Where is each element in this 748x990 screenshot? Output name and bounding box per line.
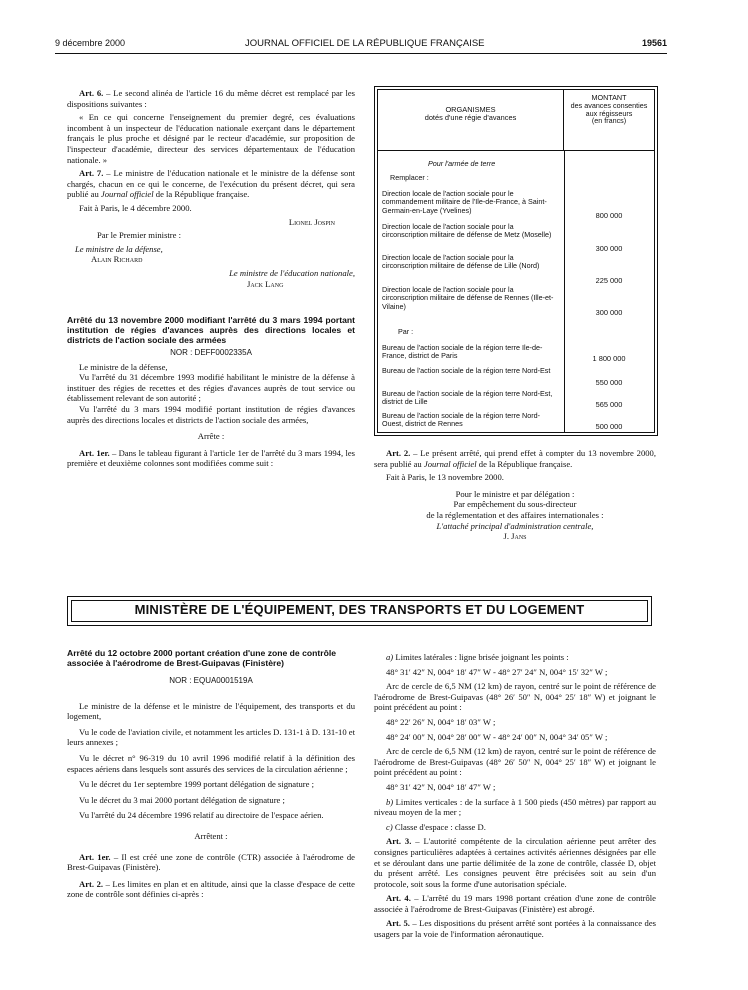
signature-richard: Alain Richard: [91, 254, 143, 265]
visa-decret-1996: Vu le décret n° 96-319 du 10 avril 1996 modifié relatif à la définition des espaces aériens dans lesquels sont assurés des services de la circulation aérienne ;: [67, 752, 355, 774]
table-section-armee: Pour l'armée de terre: [428, 159, 496, 168]
table-row: Bureau de l'action sociale de la région terre Nord-Ouest, district de Rennes: [382, 411, 540, 429]
table-remplacer: Remplacer :: [390, 173, 429, 182]
visa-code: Vu le code de l'aviation civile, et notamment les articles D. 131-1 à D. 131-10 et leurs annexes ;: [67, 726, 355, 748]
art6: Art. 6. – Le second alinéa de l'article 16 du même décret est remplacé par les dispositions suivantes :: [67, 88, 355, 109]
table-amount: 550 000: [595, 378, 623, 387]
coord-1: 48° 31′ 42″ N, 004° 18′ 47″ W - 48° 27′ 24″ N, 004° 15′ 32″ W ;: [386, 666, 608, 677]
arrete-ctr-title: Arrêté du 12 octobre 2000 portant création d'une zone de contrôle associée à l'aérodrome de Brest-Guipavas (Finistère): [67, 648, 336, 668]
arrete-title: Arrêté du 13 novembre 2000 modifiant l'arrêté du 3 mars 1994 portant institution de régies d'avances auprès des directions locales et districts de l'action sociale des armées: [67, 315, 355, 346]
art2-ctr: Art. 2. – Les limites en plan et en altitude, ainsi que la classe d'espace de cette zone de contrôle sont définies ci-après :: [67, 878, 355, 900]
signature-line-4: L'attaché principal d'administration centrale,: [436, 520, 594, 531]
left-column-top: [67, 88, 355, 472]
signature-lang: Jack Lang: [247, 278, 284, 289]
table-amount: 300 000: [595, 244, 623, 253]
visa-ministre: Le ministre de la défense,: [79, 361, 168, 372]
art3-ctr: Art. 3. – L'autorité compétente de la circulation aérienne peut arrêter des consignes particulières adaptées à certaines activités aériennes désignées par elle et se déroulant dans une partie délimitée de la zone de contrôle, classée D, objet du présent arrêté. Les consignes peuvent être précisées soit au sein d'un protocole, soit sous la forme d'une autorisation spéciale.: [374, 836, 657, 889]
table-amount: 565 000: [595, 400, 623, 409]
arrete-heading: Arrête :: [197, 431, 225, 442]
table-row: Bureau de l'action sociale de la région terre Nord-Est, district de Lille: [382, 389, 553, 407]
table-amount: 500 000: [595, 422, 623, 431]
classe-espace: c) Classe d'espace : classe D.: [386, 821, 486, 832]
table-par: Par :: [398, 327, 414, 336]
table-row: Bureau de l'action sociale de la région terre Nord-Est: [382, 366, 551, 375]
arc-1: Arc de cercle de 6,5 NM (12 km) de rayon, centré sur le point de référence de l'aérodrome de Brest-Guipavas (48° 26′ 50″ N, 004° 25′ 18″ W) et joignant le point précédent au point :: [374, 681, 656, 713]
visa-arrete-1996: Vu l'arrêté du 24 décembre 1996 relatif au directoire de l'espace aérien.: [79, 810, 324, 821]
running-header: [55, 38, 667, 52]
table-amount: 800 000: [595, 211, 623, 220]
table-header: [378, 90, 654, 151]
limites-verticales: b) Limites verticales : de la surface à 1 500 pieds (450 mètres) par rapport au niveau moyen de la mer ;: [374, 796, 656, 818]
header-page-number: 19561: [641, 38, 667, 48]
visa-1993: Vu l'arrêté du 31 décembre 1993 modifié habilitant le ministre de la défense à instituer des régies de recettes et des régies d'avances auprès de tout service ou établissement relevant de son autorité ;: [67, 372, 355, 404]
visa-1994: Vu l'arrêté du 3 mars 1994 modifié portant institution de régies d'avances auprès des directions locales et districts de l'action sociale des armées,: [67, 404, 355, 425]
coord-3: 48° 24′ 00″ N, 004° 28′ 00″ W - 48° 24′ 00″ N, 004° 34′ 05″ W ;: [386, 731, 608, 742]
par-premier-ministre: Par le Premier ministre :: [97, 230, 182, 241]
table-header-montant: MONTANT des avances consenties aux régisseurs (en francs): [570, 93, 648, 126]
ministres: Le ministre de la défense et le ministre de l'équipement, des transports et du logement,: [67, 700, 355, 722]
nor-code-2: NOR : EQUA0001519A: [169, 676, 253, 685]
right-column-bottom: [374, 652, 656, 943]
visa-decret-1999: Vu le décret du 1er septembre 1999 portant délégation de signature ;: [79, 779, 315, 790]
coord-2: 48° 22′ 26″ N, 004° 18′ 03″ W ;: [386, 716, 496, 727]
art6-quote: « En ce qui concerne l'enseignement du premier degré, ces évaluations incombent à un inspecteur de l'éducation nationale exerçant dans le département français le plus proche et désigné par le recteur d'académie, sur proposition de l'inspecteur d'académie, directeur des services départementaux de l'éducation nationale. »: [67, 112, 355, 165]
right-column-top: [374, 448, 656, 542]
art1: Art. 1er. – Dans le tableau figurant à l'article 1er de l'arrêté du 3 mars 1994, les première et deuxième colonnes sont modifiées comme suit :: [67, 447, 355, 469]
fait-date: Fait à Paris, le 4 décembre 2000.: [79, 202, 192, 213]
table-amount: 300 000: [595, 308, 623, 317]
table-row: Direction locale de l'action sociale pour le commandement militaire de l'Ile-de-France, à Saint-Germain-en-Laye (Yvelines): [382, 189, 547, 215]
limites-laterales: a) Limites latérales : ligne brisée joignant les points :: [386, 652, 569, 662]
arretent-heading: Arrêtent :: [194, 830, 228, 841]
header-date: 9 décembre 2000: [55, 38, 126, 48]
signature-jans: J. Jans: [503, 531, 527, 542]
table-row: Direction locale de l'action sociale pour la circonscription militaire de défense de Rennes (Ille-et-Vilaine): [382, 285, 554, 311]
table-amount: 225 000: [595, 276, 623, 285]
signature-line-3: de la réglementation et des affaires internationales :: [426, 509, 604, 520]
art5-ctr: Art. 5. – Les dispositions du présent arrêté sont portées à la connaissance des usagers par la voie de l'information aéronautique.: [374, 918, 657, 940]
coord-4: 48° 31′ 42″ N, 004° 18′ 47″ W ;: [386, 781, 496, 792]
fait-date-2: Fait à Paris, le 13 novembre 2000.: [386, 472, 504, 483]
art1-ctr: Art. 1er. – Il est créé une zone de contrôle (CTR) associée à l'aérodrome de Brest-Guipavas (Finistère).: [67, 851, 355, 873]
table-row: Bureau de l'action sociale de la région terre Ile-de-France, district de Paris: [382, 343, 543, 361]
table-amount: 1 800 000: [592, 354, 626, 363]
regies-table: [374, 86, 658, 436]
arc-2: Arc de cercle de 6,5 NM (12 km) de rayon, centré sur le point de référence de l'aérodrome de Brest-Guipavas (48° 26′ 50″ N, 004° 25′ 18″ W) et joignant le point précédent au point :: [374, 746, 656, 778]
ministry-banner: [67, 596, 652, 626]
left-column-bottom: [67, 648, 355, 903]
signature-jospin: Lionel Jospin: [288, 216, 335, 227]
header-journal: JOURNAL OFFICIEL DE LA RÉPUBLIQUE FRANÇAISE: [245, 38, 485, 49]
signature-line-1: Pour le ministre et par délégation :: [455, 488, 575, 499]
visa-decret-2000: Vu le décret du 3 mai 2000 portant délégation de signature ;: [79, 794, 285, 805]
ministre-defense: Le ministre de la défense,: [75, 243, 163, 254]
signature-line-2: Par empêchement du sous-directeur: [453, 499, 577, 510]
art4-ctr: Art. 4. – L'arrêté du 19 mars 1998 portant création d'une zone de contrôle associée à l'aérodrome de Brest-Guipavas (Finistère) est abrogé.: [374, 893, 656, 914]
art2-arrete: Art. 2. – Le présent arrêté, qui prend effet à compter du 13 novembre 2000, sera publié au Journal officiel de la République française.: [374, 448, 656, 469]
table-row: Direction locale de l'action sociale pour la circonscription militaire de défense de Metz (Moselle): [382, 222, 552, 240]
art7: Art. 7. – Le ministre de l'éducation nationale et le ministre de la défense sont chargés, chacun en ce qui le concerne, de l'exécution du présent décret, qui sera publié au Journal officiel de la République française.: [67, 168, 356, 200]
header-rule: [55, 53, 667, 54]
nor-code: NOR : DEFF0002335A: [170, 348, 252, 358]
ministry-title: MINISTÈRE DE L'ÉQUIPEMENT, DES TRANSPORTS ET DU LOGEMENT: [71, 600, 648, 622]
table-header-organismes: ORGANISMES dotés d'une régie d'avances: [378, 90, 564, 150]
ministre-education: Le ministre de l'éducation nationale,: [229, 267, 355, 278]
table-row: Direction locale de l'action sociale pour la circonscription militaire de défense de Lille (Nord): [382, 253, 540, 271]
